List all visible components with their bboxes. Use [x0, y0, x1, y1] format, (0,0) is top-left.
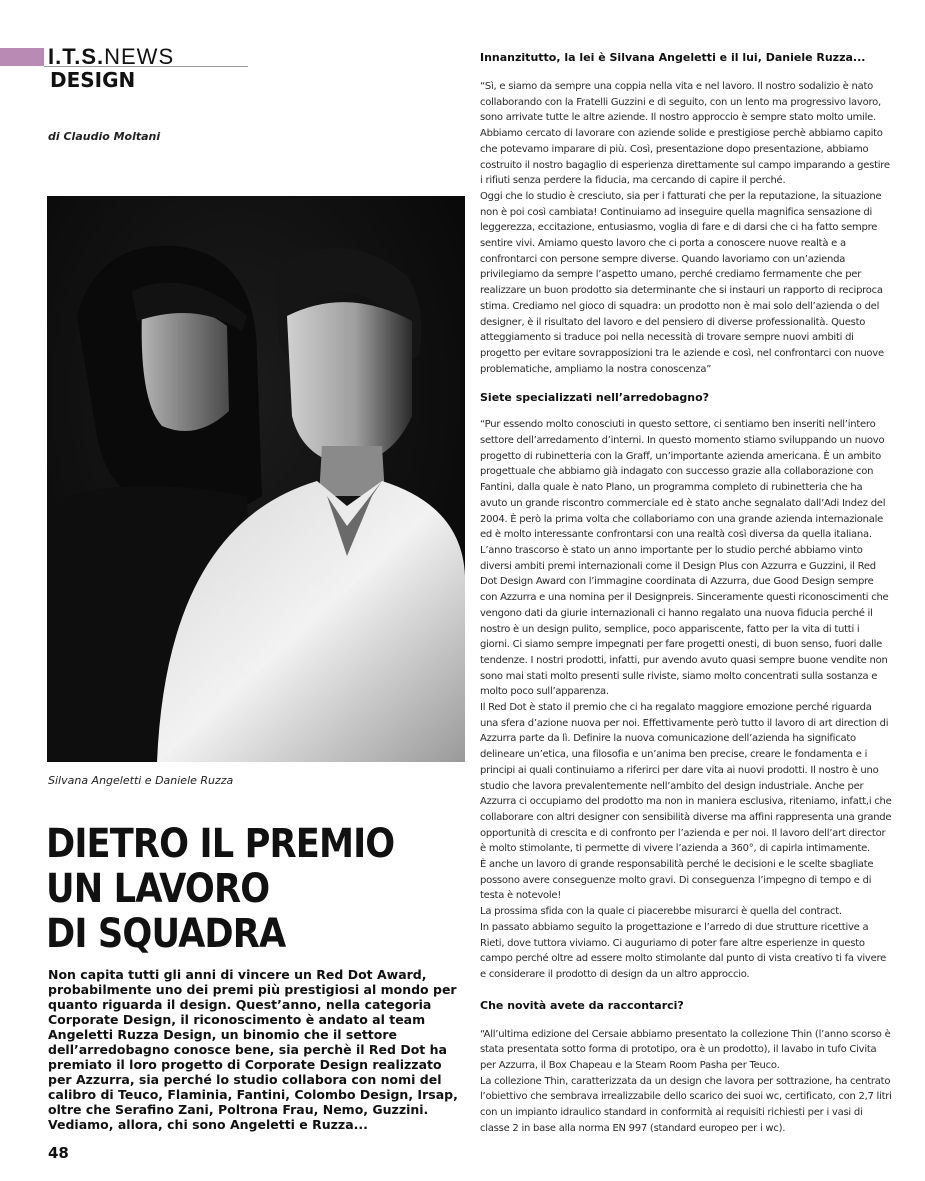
answer-1-paragraph: Oggi che lo studio è cresciuto, sia per i fatturati che per la reputazione, la situazione non è poi così cambiata! Continuiamo ad inseguire quella magnifica sensazione di leggerezza, eccitazione, entusiasmo, voglia di fare e di darsi che ci ha fatto sempre sentire vivi. Amiamo questo lavoro che ci porta a conoscere nuove realtà e a confrontarci con persone sempre diverse. Quando lavoriamo con un’azienda privilegiamo da sempre l’aspetto umano, perché crediamo fermamente che per realizzare un buon prodotto sia determinante che si instauri un rapporto di reciproca stima. Crediamo nel gioco di squadra: un prodotto non è mai solo dell’azienda o del designer, è il risultato del lavoro e del pensiero di diverse professionalità. Questo atteggiamento si traduce poi nella necessità di trovare sempre nuovi ambiti di progetto per evitare sovrapposizioni tra le aziende e così, nel confrontarci con nuove problematiche, ampliamo la nostra conoscenza” — [480, 190, 884, 375]
section-title: DESIGN — [50, 68, 136, 92]
question-1: Innanzitutto, la lei è Silvana Angeletti e il lui, Daniele Ruzza... — [480, 51, 866, 64]
answer-3 — [480, 1027, 892, 1137]
headline-line-1: DIETRO IL PREMIO — [46, 821, 395, 867]
masthead-news: NEWS — [104, 44, 175, 69]
portrait-photo-illustration — [47, 196, 465, 762]
masthead-accent-bar — [0, 48, 44, 66]
question-2: Siete specializzati nell’arredobagno? — [480, 391, 710, 405]
page-number: 48 — [48, 1144, 69, 1162]
answer-2 — [480, 417, 892, 982]
answer-1-paragraph: “Sì, e siamo da sempre una coppia nella vita e nel lavoro. Il nostro sodalizio è nato collaborando con la Fratelli Guzzini e di seguito, con un lento ma progressivo lavoro, sono arrivate tutte le altre aziende. Il nostro approccio è sempre stato molto umile. Abbiamo cercato di lavorare con aziende solide e prestigiose perchè abbiamo capito che potevamo imparare di più. Così, presentazione dopo presentazione, abbiamo costruito il nostro bagaglio di esperienza direttamente sul campo imparando a gestire i rifiuti senza perdere la fiducia, ma cercando di capire il perché. — [480, 81, 890, 187]
answer-2-paragraph: In passato abbiamo seguito la progettazione e l’arredo di due strutture ricettive a Rieti, dove tuttora viviamo. Ci auguriamo di poter fare altre esperienze in questo campo perché oltre ad essere molto stimolante dal punto di vista creativo ti fa vivere e considerare il prodotto di design da un altro approccio. — [480, 921, 887, 980]
answer-2-paragraph: Il Red Dot è stato il premio che ci ha regalato maggiore emozione perché riguarda una sfera d’azione nuova per noi. Effettivamente però tutto il lavoro di art direction di Azzurra parte da lì. Definire la nuova comunicazione dell’azienda ha significato delineare un’etica, una filosofia e un’anima ben precise, creare le fondamenta e i principi ai quali continuiamo a riferirci per dare vita ai nuovi prodotti. Il nostro è uno studio che lavora prevalentemente nell’ambito del design industriale. Anche per Azzurra ci occupiamo del prodotto ma non in maniera esclusiva, riteniamo, infatt,i che collaborare con altri designer con sensibilità diverse ma affini rappresenta una grande opportunità di crescita e di confronto per l’azienda e per noi. Il lavoro dell’art director è molto stimolante, ti permette di vivere l’azienda a 360°, di capirla intimamente. — [480, 702, 892, 855]
interview-column — [480, 50, 892, 1137]
masthead-title — [48, 44, 174, 70]
headline-line-2: UN LAVORO — [46, 866, 270, 912]
photo-caption: Silvana Angeletti e Daniele Ruzza — [48, 774, 234, 787]
lead-paragraph: Non capita tutti gli anni di vincere un Red Dot Award, probabilmente uno dei premi più prestigiosi al mondo per quanto riguarda il design. Quest’anno, nella categoria Corporate Design, il riconoscimento è andato al team Angeletti Ruzza Design, un binomio che il settore dell’arredobagno conosce bene, sia perchè il Red Dot ha premiato il loro progetto di Corporate Design realizzato per Azzurra, sia perché lo studio collabora con nomi del calibro di Teuco, Flaminia, Fantini, Colombo Design, Irsap, oltre che Serafino Zani, Poltrona Frau, Nemo, Guzzini. Vediamo, allora, chi sono Angeletti e Ruzza... — [48, 967, 458, 1132]
answer-2-paragraph: La prossima sfida con la quale ci piacerebbe misurarci è quella del contract. — [480, 906, 842, 918]
headline-line-3: DI SQUADRA — [46, 911, 286, 957]
answer-3-paragraph: “All’ultima edizione del Cersaie abbiamo presentato la collezione Thin (l’anno scorso è stata presentata sotto forma di prototipo, ora è un prodotto), il lavabo in tufo Civita per Azzurra, il Box Chapeau e la Steam Room Pasha per Teuco. — [480, 1028, 891, 1072]
answer-2-paragraph: È anche un lavoro di grande responsabilità perché le decisioni e le scelte sbagliate possono avere conseguenze molto gravi. Di conseguenza l’impegno di tempo e di testa è notevole! — [480, 859, 874, 902]
answer-1 — [480, 79, 892, 377]
portrait-photo — [47, 196, 465, 762]
answer-2-paragraph: “Pur essendo molto conosciuti in questo settore, ci sentiamo ben inseriti nell’intero settore dell’arredamento d’interni. In questo momento stiamo sviluppando un nuovo progetto di rubinetteria con la Graff, un’importante azienda americana. È un ambito progettuale che abbiamo già indagato con successo grazie alla collaborazione con Fantini, dalla quale è nato Plano, un programma completo di rubinetteria che ha avuto un grande riscontro commerciale ed è stato anche segnalato dall’Adi Indez del 2004. È però la prima volta che collaboriamo con una grande azienda internazionale ed è molto interessante confrontarsi con una realtà così diversa da quella italiana. L’anno trascorso è stato un anno importante per lo studio perché abbiamo vinto diversi ambiti premi internazionali come il Design Plus con Azzurra e Guzzini, il Red Dot Design Award con l’immagine coordinata di Azzurra, due Good Design sempre con Azzurra e una nomina per il Designpreis. Sinceramente questi riconoscimenti che vengono dati da giurie internazionali ci hanno regalato una nuova fiducia perché il nostro è un design pulito, semplice, poco appariscente, fatto per la vita di tutti i giorni. Ci siamo sempre impegnati per fare progetti onesti, di buon senso, fuori dalle tendenze. I nostri prodotti, infatti, pur avendo avuto quasi sempre buone vendite non sono mai stati molto presenti sulle riviste, siamo molto concentrati sulla sostanza e molto poco sull’apparenza. — [480, 419, 889, 698]
masthead-its: I.T.S. — [48, 44, 105, 69]
byline: di Claudio Moltani — [48, 130, 161, 143]
answer-3-paragraph: La collezione Thin, caratterizzata da un design che lavora per sottrazione, ha centrato l’obiettivo che sembrava irrealizzabile dello scarico dei suoi wc, certificato, con 2,7 litri con un impianto idraulico standard in conformità ai requisiti richiesti per i vasi di classe 2 in base alla norma EN 997 (standard europeo per i wc). — [480, 1075, 892, 1134]
headline — [46, 822, 416, 957]
masthead — [0, 44, 250, 106]
question-3: Che novità avete da raccontarci? — [480, 998, 684, 1012]
